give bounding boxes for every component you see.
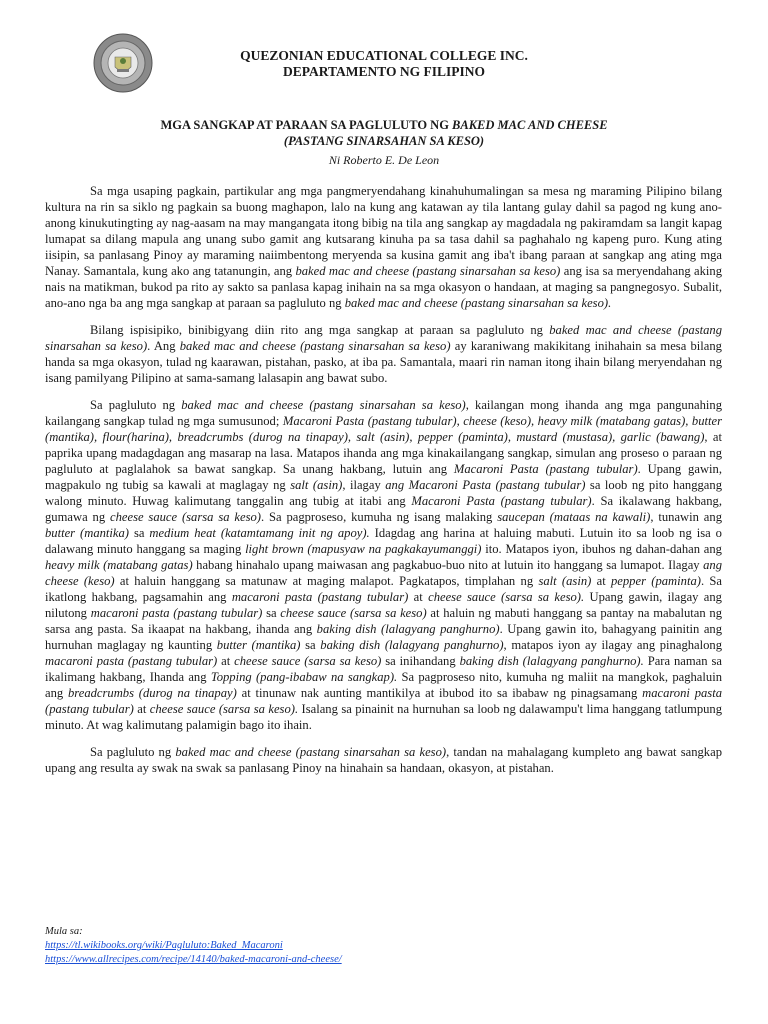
sources-label: Mula sa: bbox=[45, 926, 83, 937]
article-body bbox=[45, 183, 722, 776]
paragraph-text: . Sa ikalawang hakbang, gumawa ng bbox=[45, 494, 722, 524]
paragraph-text: , matapos iyon ay ilagay ang pinaghalong bbox=[503, 638, 723, 652]
body-paragraph bbox=[45, 744, 722, 776]
italic-term: salt (asin) bbox=[290, 478, 343, 492]
paragraph-text: Sa pagluluto ng bbox=[90, 398, 182, 412]
paragraph-text: sa bbox=[300, 638, 321, 652]
paragraph-text: sa bbox=[129, 526, 150, 540]
italic-term: Macaroni Pasta (pastang tubular) bbox=[453, 462, 638, 476]
paragraph-text: . Sa pagproseso, kumuha ng isang malaking bbox=[260, 510, 498, 524]
italic-term: Topping (pang-ibabaw na sangkap). bbox=[210, 670, 398, 684]
paragraph-text: ang isa sa meryendahang aking nais na matikman, bukod pa rito ay sakto sa panlasa kapag inihain na sa mga okasyon o handaan, at maging sa pangnegosyo. Subalit, ano-ano nga ba ang mga sangkap at paraan sa pagluluto ng bbox=[45, 264, 723, 310]
italic-term: baked mac and cheese (pastang sinarsahan sa keso) bbox=[181, 398, 466, 412]
italic-term: salt (asin) bbox=[538, 574, 592, 588]
author-byline: Ni Roberto E. De Leon bbox=[328, 153, 440, 167]
paragraph-text: Upang gawin, ilagay ang nilutong bbox=[45, 590, 722, 620]
italic-term: baked mac and cheese (pastang sinarsahan sa keso) bbox=[295, 264, 561, 278]
paragraph-text: at bbox=[591, 574, 611, 588]
italic-term: cheese sauce (sarsa sa keso) bbox=[110, 510, 261, 524]
italic-term: baked mac and cheese (pastang sinarsahan sa keso). bbox=[344, 296, 612, 310]
paragraph-text: sa bbox=[262, 606, 281, 620]
paragraph-text: Sa pagluluto ng bbox=[90, 745, 176, 759]
italic-term: baking dish (lalagyang panghurno). bbox=[459, 654, 644, 668]
paragraph-text: sa inihandang bbox=[381, 654, 460, 668]
title-plain: MGA SANGKAP AT PARAAN SA PAGLULUTO NG bbox=[160, 118, 453, 132]
italic-term: pepper (paminta) bbox=[611, 574, 701, 588]
paragraph-text: at bbox=[133, 702, 150, 716]
paragraph-text: . Upang gawin, magpakulo ng tubig sa kawali at maglagay ng bbox=[45, 462, 722, 492]
paragraph-text: Idagdag ang harina at haluing mabuti. Lutuin ito sa loob ng isa o dalawang minuto hanggang sa maging bbox=[45, 526, 722, 556]
paragraph-text: at bbox=[408, 590, 429, 604]
body-paragraph bbox=[45, 322, 722, 386]
paragraph-text: Bilang ispisipiko, binibigyang diin rito ang mga sangkap at paraan sa pagluluto ng bbox=[90, 323, 550, 337]
source-link-allrecipes[interactable]: https://www.allrecipes.com/recipe/14140/baked-macaroni-and-cheese/ bbox=[45, 954, 342, 965]
department-name: DEPARTAMENTO NG FILIPINO bbox=[282, 64, 486, 79]
italic-term: medium heat (katamtamang init ng apoy). bbox=[149, 526, 370, 540]
title-line-2: (PASTANG SINARSAHAN SA KESO) bbox=[283, 133, 485, 148]
document-header bbox=[0, 48, 768, 80]
italic-term: ang cheese (keso) bbox=[45, 558, 722, 588]
paragraph-text: ito. Matapos iyon, ibuhos ng dahan-dahan ang bbox=[481, 542, 722, 556]
paragraph-text: Isalang sa pinainit na hurnuhan sa loob ng dalawampu't lima hanggang tatlumpung minuto. At wag kalimutang palamigin bago ito ihain. bbox=[45, 702, 723, 732]
italic-term: macaroni pasta (pastang tubular) bbox=[45, 654, 218, 668]
italic-term: butter (mantika) bbox=[216, 638, 301, 652]
paragraph-text: Para naman sa ikalimang hakbang, Ihanda ang bbox=[45, 654, 722, 684]
italic-term: Macaroni Pasta (pastang tubular) bbox=[411, 494, 592, 508]
paragraph-text: , tandan na mahalagang kumpleto ang bawat sangkap upang ang resulta ay swak na swak sa panlasang Pinoy na hinahain sa handaan, okasyon, at pistahan. bbox=[45, 745, 722, 775]
italic-term: baked mac and cheese (pastang sinarsahan sa keso) bbox=[179, 339, 451, 353]
italic-term: baking dish (lalagyang panghurno) bbox=[320, 638, 504, 652]
paragraph-text: at tinunaw nak aunting mantikilya at ibubod ito sa ibabaw ng pinagsamang bbox=[236, 686, 643, 700]
italic-term: breadcrumbs (durog na tinapay) bbox=[68, 686, 237, 700]
italic-term: butter (mantika) bbox=[45, 526, 129, 540]
paragraph-text: Sa pagproseso nito, kumuha ng maliit na mangkok, paghaluin ang bbox=[45, 670, 722, 700]
body-paragraph bbox=[45, 397, 722, 733]
source-link-wikibooks[interactable]: https://tl.wikibooks.org/wiki/Pagluluto:Baked_Macaroni bbox=[45, 940, 283, 951]
italic-term: baked mac and cheese (pastang sinarsahan sa keso) bbox=[45, 323, 723, 353]
title-line-1 bbox=[0, 118, 768, 134]
paragraph-text: ay karaniwang makikitang inihahain sa mesa bilang handa sa mga okasyon, tulad ng kaarawan, pistahan, pasko, at iba pa. Samantala, maari rin naman itong ihain bilang meryendahan ng isang pamilyang Pilipino at sama-samang lalasapin ang bawat subo. bbox=[45, 339, 722, 385]
italic-term: cheese sauce (sarsa sa keso) bbox=[234, 654, 382, 668]
italic-term: cheese sauce (sarsa sa keso). bbox=[149, 702, 299, 716]
paragraph-text: Sa mga usaping pagkain, partikular ang mga pangmeryendahang kinahuhumalingan sa mesa ng maraming Pilipino bilang kultura na rin sa siklo ng pagkain sa buong maghapon, lalo na kung ang katawan ay tila lantang gulay dahil sa pagod ng kung ano-anong kinukutingting ay nag-aasam na may mangangata itong bibig na tila ang sangkap ay magdadala ng pakiramdam sa langit kapag lumapat sa dilang mapula ang unang subo gamit ang kutsarang kinuha pa sa tasa dahil sa paghahalo ng kapeng puro. Kung ating iisipin, sa panlasang Pinoy ay maraming naiimbentong meryenda sa kusina gamit ang iba't ibang paraan at sangkap ang ating mga Nanay. Samantala, kung ako ang tatanungin, ang bbox=[45, 184, 722, 278]
body-paragraph bbox=[45, 183, 722, 311]
italic-term: saucepan (mataas na kawali) bbox=[497, 510, 651, 524]
paragraph-text: at haluin hanggang sa matunaw at maging malapot. Pagkatapos, timplahan ng bbox=[114, 574, 539, 588]
paragraph-text: habang hinahalo upang maiwasan ang pagkabuo-buo nito at lutuin ito hanggang sa lumapot. Ilagay bbox=[192, 558, 704, 572]
paragraph-text: . Sa ikatlong hakbang, pagsamahin ang bbox=[45, 574, 722, 604]
italic-term: baking dish (lalagyang panghurno) bbox=[316, 622, 500, 636]
paragraph-text: . Ang bbox=[147, 339, 180, 353]
paragraph-text: , kailangan mong ihanda ang mga pangunahing kailangang sangkap tulad ng mga sumusunod; bbox=[45, 398, 722, 428]
title-italic: BAKED MAC AND CHEESE bbox=[452, 118, 608, 132]
paragraph-text: at bbox=[217, 654, 235, 668]
italic-term: baked mac and cheese (pastang sinarsahan sa keso) bbox=[175, 745, 447, 759]
italic-term: Macaroni Pasta (pastang tubular), cheese (keso), heavy milk (matabang gatas), butter (mantika), flour(harina), breadcrumbs (durog na tinapay), salt (asin), pepper (paminta), mustard (mustasa), garlic (bawang) bbox=[45, 414, 722, 444]
article-title bbox=[0, 118, 768, 149]
paragraph-text: at haluin ng mabuti hanggang sa pantay na mabalutan ng sarsa ang pasta. Sa ikaapat na hakbang, ihanda ang bbox=[45, 606, 722, 636]
italic-term: heavy milk (matabang gatas) bbox=[45, 558, 193, 572]
paragraph-text: , at paprika upang madagdagan ang masarap na lasa. Matapos ihanda ang mga kinakailangang sangkap, simulan ang proseso o paraan ng pagluluto at paglalahok sa bawat sangkap. Sa unang hakbang, lutuin ang bbox=[45, 430, 723, 476]
italic-term: macaroni pasta (pastang tubular) bbox=[231, 590, 409, 604]
italic-term: cheese sauce (sarsa sa keso) bbox=[280, 606, 427, 620]
italic-term: cheese sauce (sarsa sa keso). bbox=[428, 590, 585, 604]
italic-term: macaroni pasta (pastang tubular) bbox=[45, 686, 722, 716]
paragraph-text: , ilagay bbox=[342, 478, 386, 492]
paragraph-text: sa loob ng pito hanggang walong minuto. Huwag kalimutang tanggalin ang tubig at itabi ang bbox=[45, 478, 722, 508]
paragraph-text: , tunawin ang bbox=[650, 510, 722, 524]
italic-term: light brown (mapusyaw na pagkakayumanggi) bbox=[245, 542, 482, 556]
paragraph-text: . Upang gawin ito, bahagyang painitin ang hurnuhan maglagay ng kaunting bbox=[45, 622, 723, 652]
institution-name: QUEZONIAN EDUCATIONAL COLLEGE INC. bbox=[240, 48, 528, 63]
italic-term: macaroni pasta (pastang tubular) bbox=[90, 606, 263, 620]
sources-section bbox=[45, 925, 722, 967]
italic-term: ang Macaroni Pasta (pastang tubular) bbox=[385, 478, 586, 492]
